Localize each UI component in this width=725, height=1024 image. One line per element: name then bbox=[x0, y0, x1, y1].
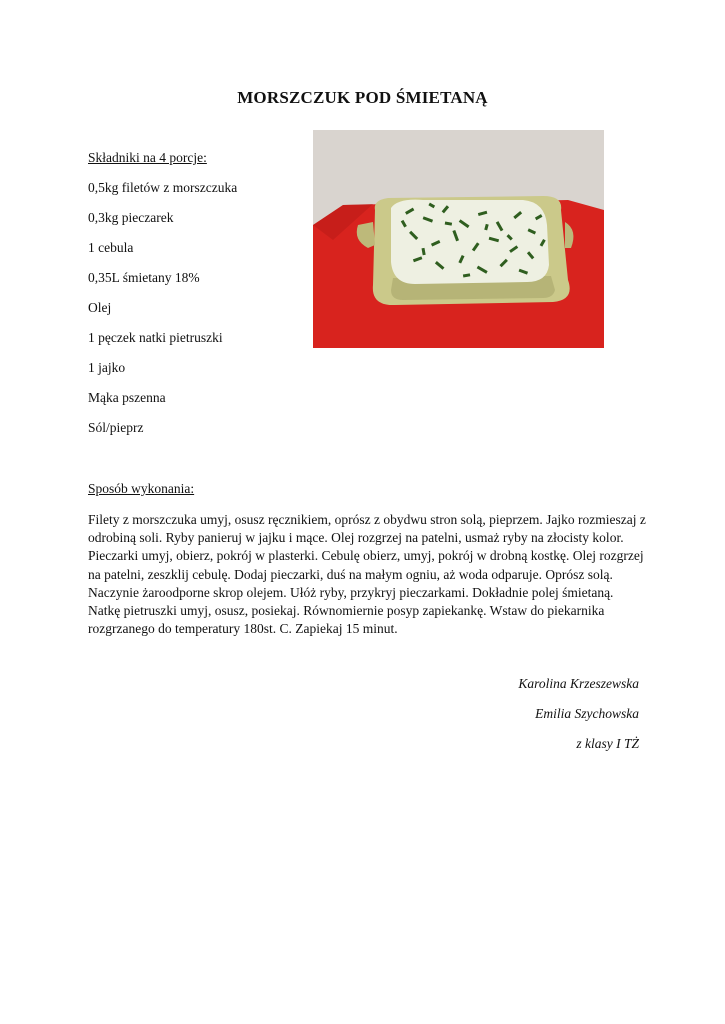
author-name: Emilia Szychowska bbox=[535, 706, 639, 721]
method-heading: Sposób wykonania: bbox=[88, 481, 195, 496]
ingredient-item: 1 cebula bbox=[88, 240, 134, 255]
ingredient-item: 0,35L śmietany 18% bbox=[88, 270, 200, 285]
dish-photo bbox=[313, 130, 604, 348]
ingredient-item: 0,5kg filetów z morszczuka bbox=[88, 180, 238, 195]
ingredient-item: 1 jajko bbox=[88, 360, 126, 375]
ingredient-item: Sól/pieprz bbox=[88, 420, 144, 435]
ingredient-item: Mąka pszenna bbox=[88, 390, 166, 405]
ingredient-item: 1 pęczek natki pietruszki bbox=[88, 330, 223, 345]
ingredient-item: Olej bbox=[88, 300, 112, 315]
ingredients-list bbox=[88, 180, 237, 450]
ingredient-item: 0,3kg pieczarek bbox=[88, 210, 174, 225]
method-text: Filety z morszczuka umyj, osusz ręcznikiem, oprósz z obydwu stron solą, pieprzem. Jajko rozmieszaj z odrobiną soli. Ryby panieruj w jajku i mące. Olej rozgrzej na patelni, usmaż ryby na złocisty kolor. Pieczarki umyj, obierz, pokrój w plasterki. Cebulę obierz, umyj, pokrój w drobną kostkę. Olej rozgrzej na patelni, zeszklij cebulę. Dodaj pieczarki, duś na małym ogniu, aż woda odparuje. Oprósz solą. Naczynie żaroodporne skrop olejem. Ułóż ryby, przykryj pieczarkami. Dokładnie polej śmietaną. Natkę pietruszki umyj, osusz, posiekaj. Równomiernie posyp zapiekankę. Wstaw do piekarnika rozgrzanego do temperatury 180st. C. Zapiekaj 15 minut. bbox=[88, 512, 646, 637]
page-title: MORSZCZUK POD ŚMIETANĄ bbox=[237, 88, 488, 107]
ingredients-heading: Składniki na 4 porcje: bbox=[88, 150, 207, 165]
authors-block bbox=[518, 676, 639, 766]
author-name: Karolina Krzeszewska bbox=[518, 676, 639, 691]
author-class: z klasy I TŻ bbox=[576, 736, 639, 751]
